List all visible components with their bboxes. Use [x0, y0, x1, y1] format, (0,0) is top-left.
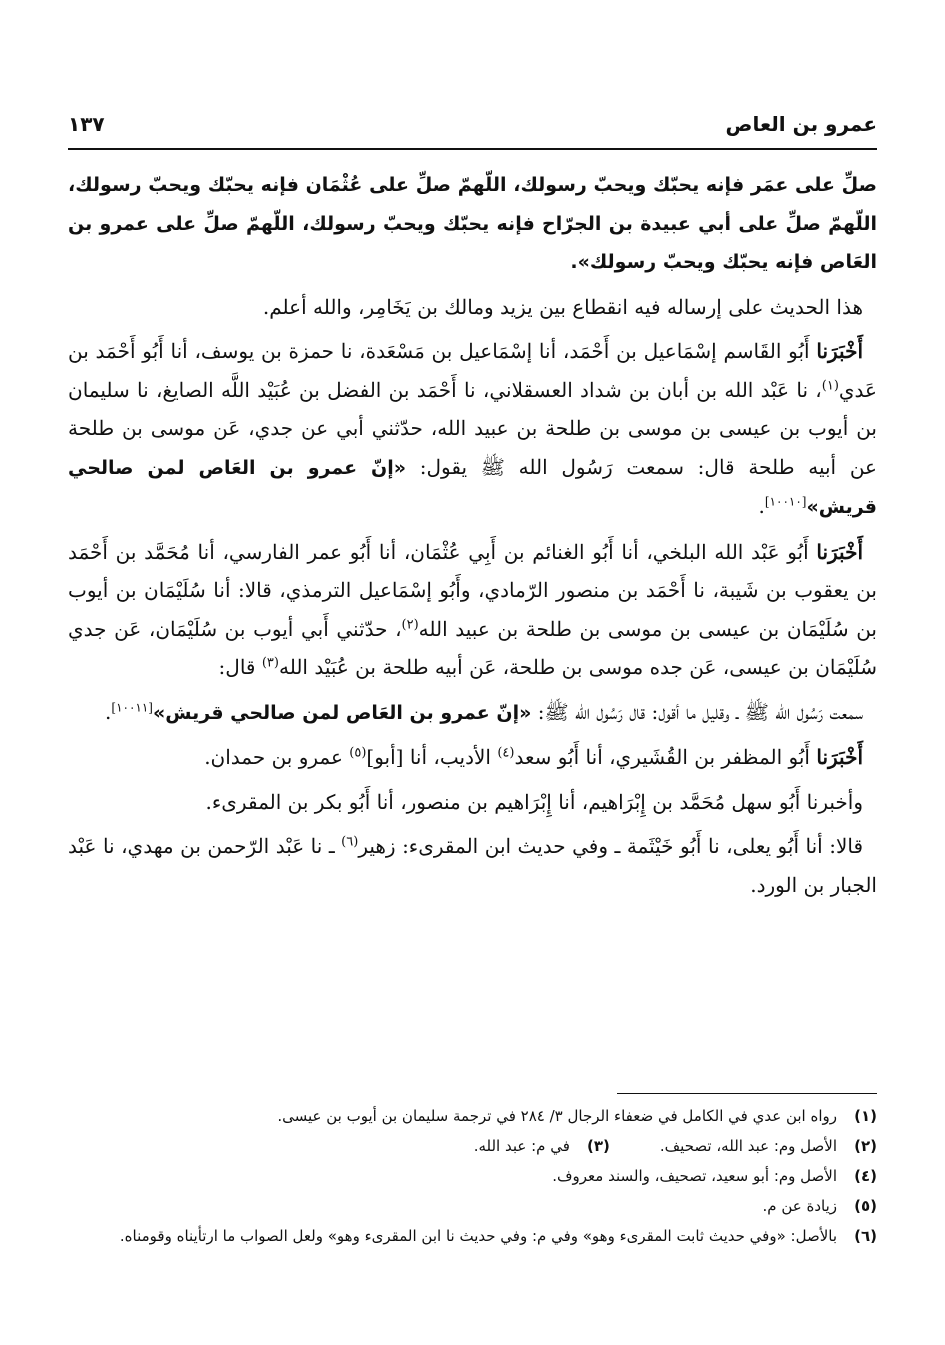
footnote-marker: (١)	[821, 377, 839, 393]
paragraph-text: صلِّ على عمَر فإنه يحبّك ويحبّ رسولك، اللّهمّ صلِّ على عُثْمَان فإنه يحبّك ويحبّ رسولك، اللّهمّ صلِّ على أبي عبيدة بن الجرّاح فإنه يحبّك ويحبّ رسولك، اللّهمّ صلِّ على عمرو بن العَاص فإنه يحبّك ويحبّ رسولك».	[68, 174, 877, 273]
paragraph-text: قالا: أنا أَبُو يعلى، نا أَبُو خَيْثَمة ـ وفي حديث ابن المقرىء: زهير	[358, 834, 864, 858]
paragraph-text: ، نا عَبْد الله بن أبان بن شداد العسقلاني، نا أَحْمَد بن الفضل بن عُبَيْد اللَّه الصايغ، نا سليمان بن أيوب بن عيسى بن موسى بن طلحة بن عبيد الله، حدّثني أبي عن جدي، عَن موسى بن طلحة عن أبيه طلحة قال: سمعت رَسُول الله ﷺ يقول:	[68, 377, 877, 479]
footnote-text: الأصل وم: أبو سعيد، تصحيف، والسند معروف.	[552, 1167, 837, 1185]
paragraph-text: أَبُو القَاسم إسْمَاعيل بن أَحْمَد، أنا إسْمَاعيل بن مَسْعَدة، نا حمزة بن يوسف، أنا أَبُو أَحْمَد بن عَدي	[68, 339, 877, 402]
paragraph-text: أَبُو عَبْد الله البلخي، أنا أَبُو الغنائم بن أَبِي عُثْمَان، أنا أَبُو عمر الفارسي، أنا مُحَمَّد بن أَحْمَد بن يعقوب بن شَيبة، نا أَحْمَد بن منصور الرّمادي، وأَبُو إسْمَاعيل الترمذي، قالا: أنا سُلَيْمَان بن أيوب بن سُلَيْمَان بن عيسى بن موسى بن طلحة بن عبيد الله	[68, 539, 877, 641]
paragraph-text: ، حدّثني أَبي أيوب بن سُلَيْمَان، عَن جدي سُلَيْمَان بن عيسى، عَن جده موسى بن طلحة، عَن أبيه طلحة بن عُبَيْد الله	[68, 616, 877, 679]
paragraph-commentary	[68, 288, 877, 327]
paragraph-text: الأديب، أنا [أبو]	[366, 745, 498, 769]
akhbarana-lead: أَخْبَرَنا	[816, 339, 863, 363]
paragraph-isnad-5	[68, 827, 877, 904]
paragraph-isnad-1	[68, 332, 877, 527]
footnote-item	[660, 1133, 877, 1160]
page-number: ١٣٧	[68, 112, 105, 136]
paragraph-hadith-2	[68, 693, 877, 733]
footnote-marker: (٣)	[261, 655, 279, 671]
hadith-reference-number: [١٠٠١١]	[111, 699, 153, 714]
footnote-marker: (٦)	[341, 834, 359, 850]
running-header	[68, 108, 877, 150]
paragraph-text: أَبُو المظفر بن القُشَيري، أنا أَبُو سعد	[514, 745, 817, 769]
paragraph-text: سمعت رَسُول الله ﷺ ـ وقليل ما أقول: قال رَسُول الله ﷺ:	[531, 699, 863, 724]
footnote-marker: (٢)	[401, 616, 419, 632]
paragraph-hadith-continuation	[68, 166, 877, 282]
footnote-item	[68, 1223, 877, 1250]
hadith-quote: «إنّ عمرو بن العَاص لمن صالحي قريش»	[68, 456, 877, 518]
paragraph-text: ـ نا عَبْد الرّحمن بن مهدي، نا عَبْد الجبار بن الورد.	[68, 834, 877, 897]
footnote-divider	[617, 1093, 877, 1094]
paragraph-text: وأخبرنا أَبُو سهل مُحَمَّد بن إِبْرَاهيم، أنا إِبْرَاهيم بن منصور، أنا أَبُو بكر بن المقرىء.	[205, 789, 863, 814]
paragraph-end: .	[758, 494, 765, 518]
running-title: عمرو بن العاص	[725, 112, 877, 136]
paragraph-isnad-3	[68, 738, 877, 777]
footnote-text: رواه ابن عدي في الكامل في ضعفاء الرجال ٣/ ٢٨٤ في ترجمة سليمان بن أيوب بن عيسى.	[277, 1107, 837, 1125]
footnote-number: (٥)	[854, 1197, 877, 1215]
hadith-reference-number: [١٠٠١٠]	[764, 494, 807, 509]
footnote-text: الأصل وم: عبد الله، تصحيف.	[659, 1137, 837, 1155]
paragraph-text: قال:	[218, 655, 262, 679]
footnote-text: بالأصل: «وفي حديث ثابت المقرىء وهو» وفي م: وفي حديث نا ابن المقرىء وهو» ولعل الصواب ما ارتأيناه وقومناه.	[119, 1227, 837, 1245]
footnote-item	[68, 1193, 877, 1220]
paragraph-isnad-2	[68, 533, 877, 687]
hadith-quote: «إنّ عمرو بن العَاص لمن صالحي قريش»	[152, 701, 532, 724]
footnote-row	[68, 1133, 877, 1163]
footnote-number: (٤)	[854, 1167, 877, 1185]
akhbarana-lead: أَخْبَرَنا	[816, 539, 863, 564]
footnote-marker: (٥)	[349, 745, 367, 761]
footnote-number: (١)	[854, 1107, 877, 1125]
footnote-number: (٣)	[587, 1137, 610, 1155]
paragraph-isnad-4	[68, 783, 877, 822]
paragraph-text: عمرو بن حمدان.	[204, 745, 350, 769]
main-text	[68, 166, 877, 910]
paragraph-text: هذا الحديث على إرساله فيه انقطاع بين يزيد ومالك بن يَخَامِر، والله أعلم.	[262, 294, 863, 319]
footnote-text: في م: عبد الله.	[473, 1137, 570, 1155]
footnote-item	[474, 1133, 610, 1160]
footnote-item	[68, 1103, 877, 1130]
footnote-text: زيادة عن م.	[762, 1197, 837, 1215]
footnote-number: (٢)	[854, 1137, 877, 1155]
footnote-item	[68, 1163, 877, 1190]
akhbarana-lead: أَخْبَرَنا	[816, 745, 863, 769]
paragraph-end: .	[105, 699, 112, 724]
footnotes	[68, 1103, 877, 1253]
footnote-number: (٦)	[854, 1227, 877, 1245]
footnote-marker: (٤)	[497, 745, 515, 761]
